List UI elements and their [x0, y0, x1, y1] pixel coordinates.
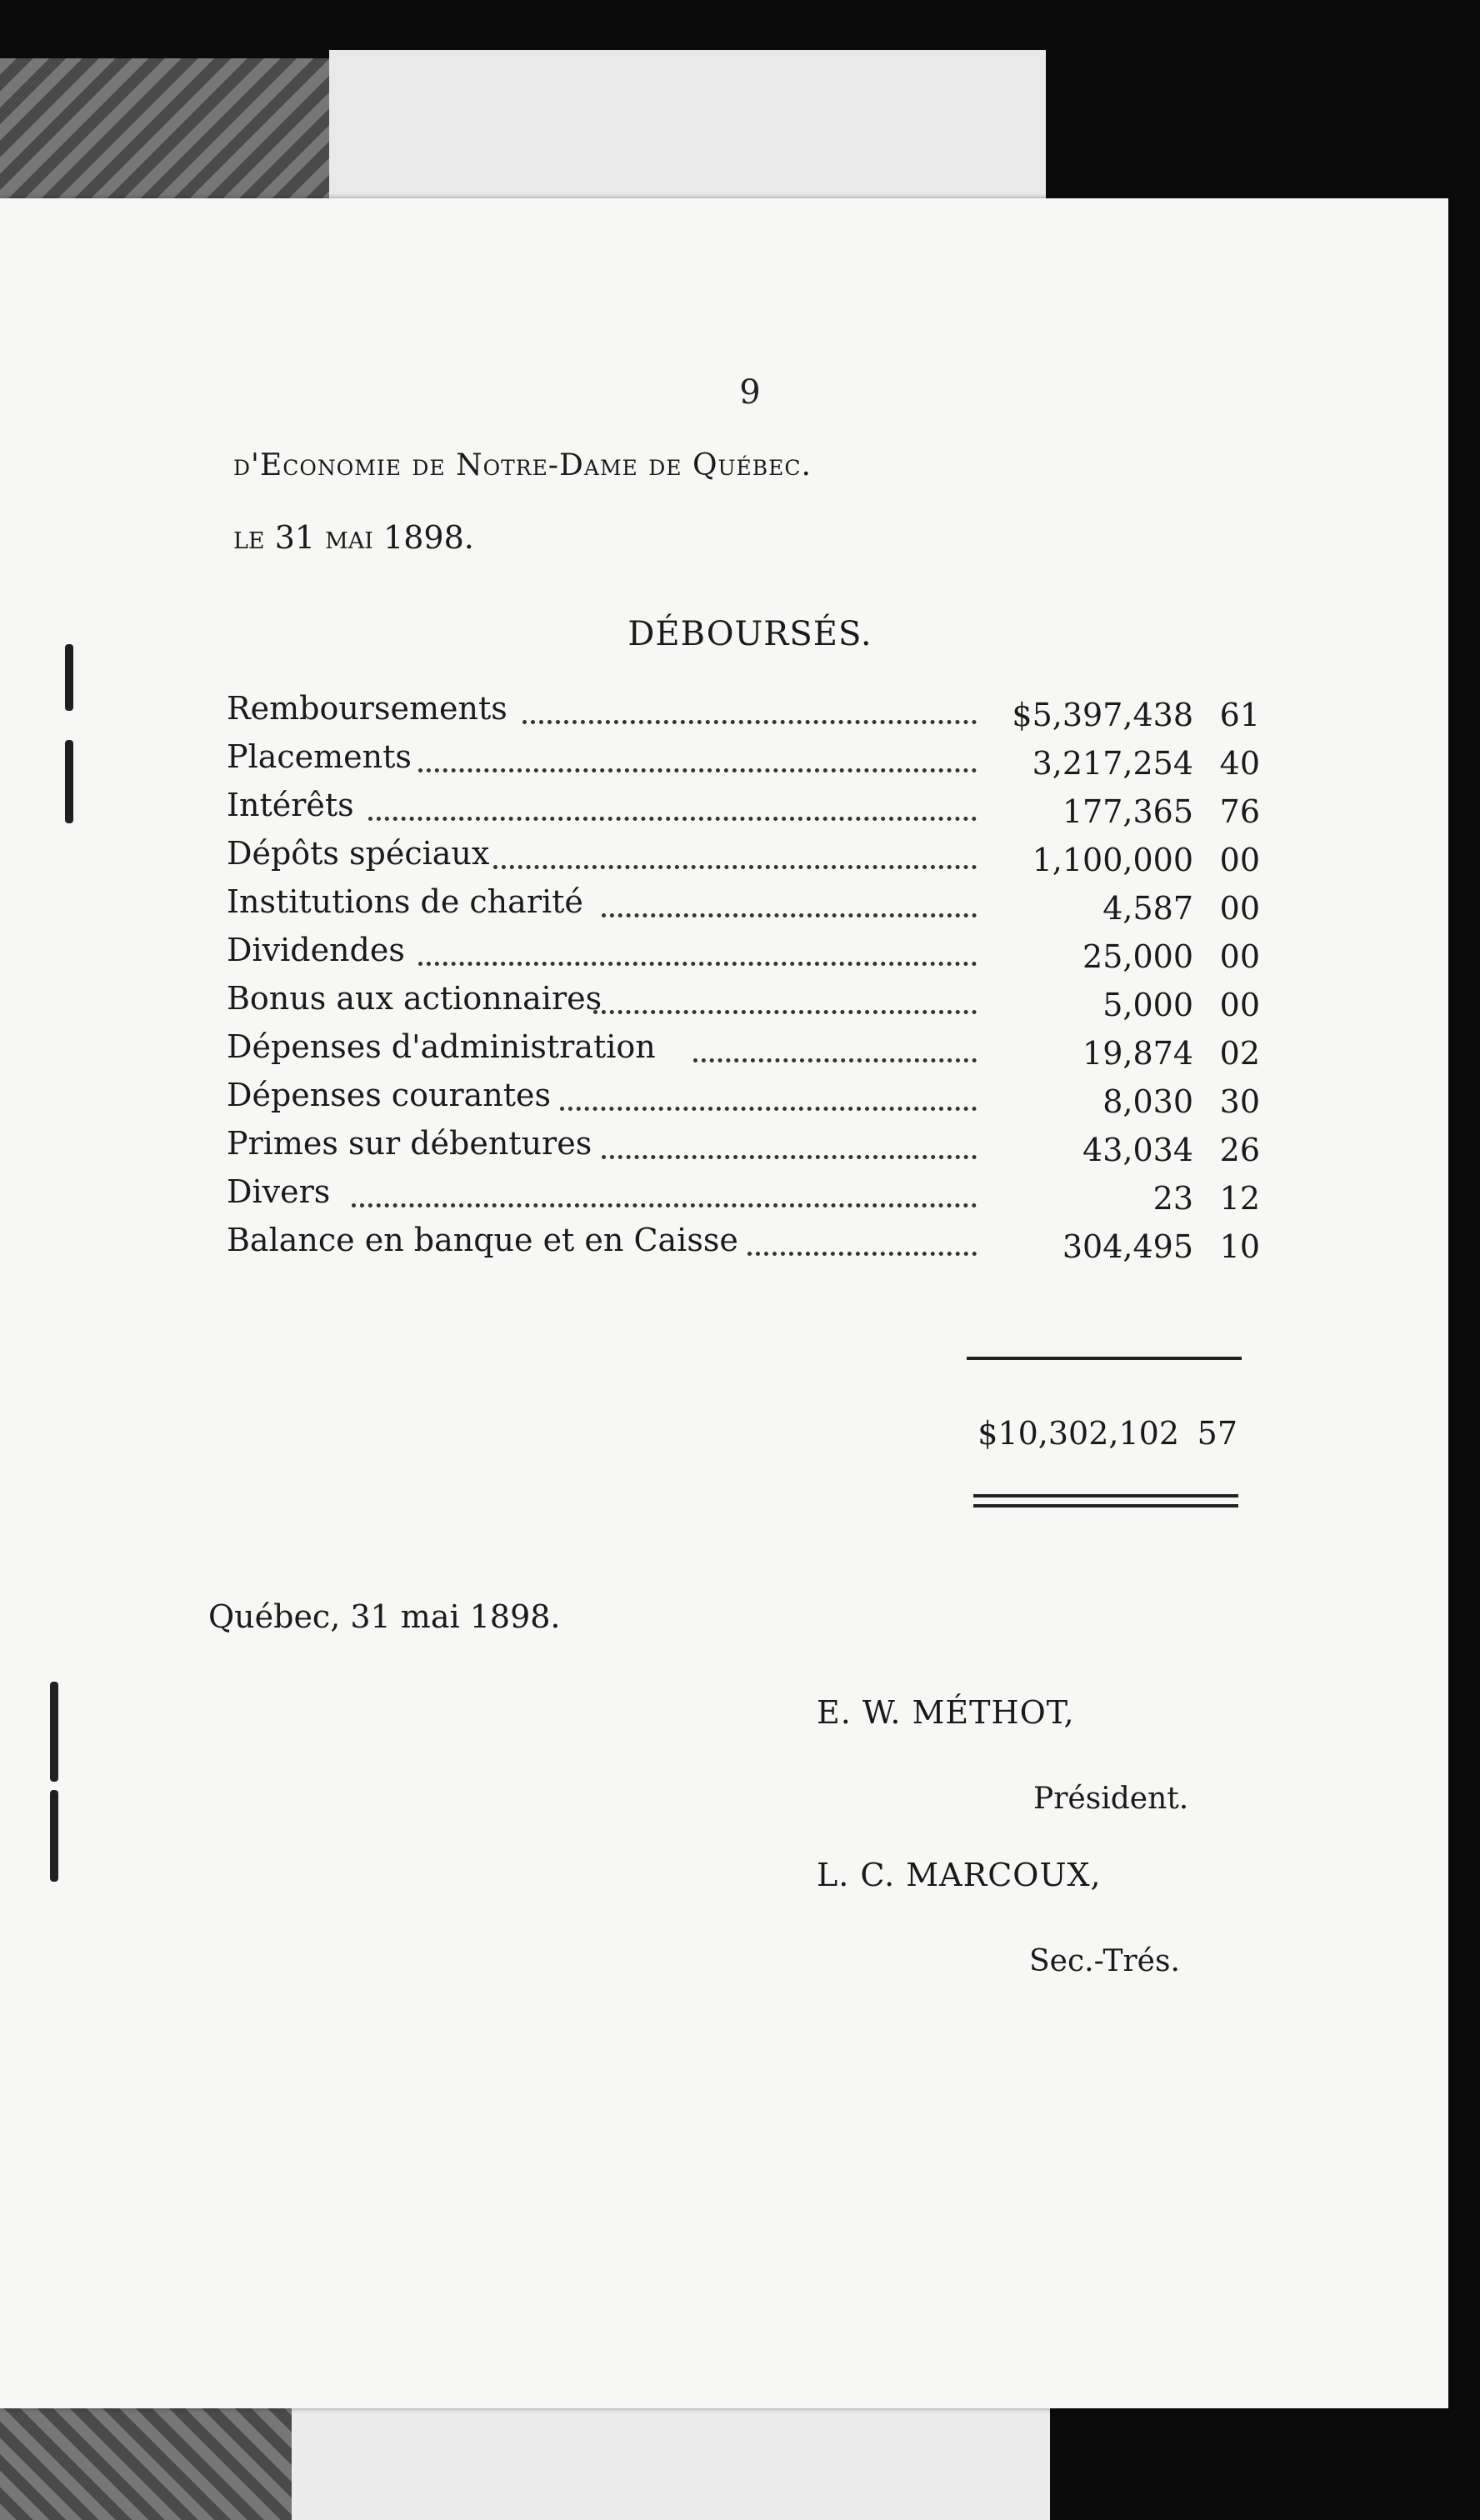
dot-leader: [693, 1053, 977, 1062]
dot-leader: [560, 1102, 977, 1111]
ledger-item-label: Remboursements: [227, 690, 508, 727]
document-page: [0, 198, 1448, 2408]
ledger-item-label: Intérêts: [227, 787, 354, 823]
binding-stitch: [65, 644, 73, 711]
ledger-row: [227, 787, 1260, 835]
underlying-sheet-top: [329, 50, 1046, 208]
page-number: 9: [739, 373, 761, 412]
ledger-item-cents: 30: [1219, 1083, 1260, 1120]
ledger-item-cents: 00: [1219, 842, 1260, 878]
ledger-item-dollars: 3,217,254: [1032, 745, 1193, 782]
signatory-name: E. W. MÉTHOT,: [817, 1694, 1075, 1731]
ledger-row: [227, 1077, 1260, 1125]
ledger-item-label: Dividendes: [227, 932, 405, 968]
ledger-row: [227, 738, 1260, 787]
ledger-item-dollars: 25,000: [1082, 938, 1193, 975]
ledger-item-dollars: 4,587: [1102, 890, 1193, 927]
ledger-item-cents: 10: [1219, 1228, 1260, 1265]
place-and-date: Québec, 31 mai 1898.: [208, 1598, 561, 1635]
ledger-item-dollars: 23: [1152, 1180, 1193, 1217]
ledger-item-label: Bonus aux actionnaires: [227, 980, 602, 1017]
ledger-item-cents: 00: [1219, 938, 1260, 975]
ledger-item-dollars: 177,365: [1062, 793, 1193, 830]
ledger-row: [227, 1173, 1260, 1222]
ledger-item-cents: 00: [1219, 890, 1260, 927]
ledger-row: [227, 980, 1260, 1028]
ledger-row: [227, 1222, 1260, 1270]
ledger-item-dollars: 8,030: [1102, 1083, 1193, 1120]
signatory-title: Président.: [1033, 1782, 1189, 1816]
report-heading: d'Economie de Notre-Dame de Québec.: [233, 448, 812, 482]
ledger-row: [227, 835, 1260, 883]
underlying-sheet-bottom: [292, 2392, 1050, 2520]
report-date: le 31 mai 1898.: [233, 519, 474, 556]
ledger-item-label: Dépenses d'administration: [227, 1028, 656, 1065]
ledger-item-label: Primes sur débentures: [227, 1125, 592, 1162]
dot-leader: [418, 763, 977, 772]
binding-stitch: [50, 1790, 58, 1882]
ledger-item-label: Institutions de charité: [227, 883, 583, 920]
total-dollars: $10,302,102: [978, 1415, 1179, 1452]
signatory-name: L. C. MARCOUX,: [817, 1857, 1102, 1893]
ledger-row: [227, 690, 1260, 738]
ledger-item-label: Placements: [227, 738, 412, 775]
disbursements-ledger: [227, 690, 1260, 1270]
dot-leader: [493, 860, 977, 869]
dot-leader: [418, 957, 977, 966]
binding-stitch: [65, 740, 73, 823]
dot-leader: [368, 812, 977, 821]
total-cents: 57: [1197, 1415, 1238, 1452]
dot-leader: [748, 1247, 977, 1256]
ledger-item-cents: 40: [1219, 745, 1260, 782]
dot-leader: [352, 1198, 977, 1208]
ledger-item-label: Dépôts spéciaux: [227, 835, 490, 872]
ledger-item-label: Balance en banque et en Caisse: [227, 1222, 738, 1258]
subtotal-rule: [967, 1357, 1242, 1360]
ledger-item-cents: 12: [1219, 1180, 1260, 1217]
total-double-rule: [973, 1494, 1238, 1508]
ledger-item-cents: 02: [1219, 1035, 1260, 1072]
ledger-row: [227, 932, 1260, 980]
ledger-item-cents: 00: [1219, 987, 1260, 1023]
ledger-item-dollars: 43,034: [1082, 1132, 1193, 1168]
dot-leader: [602, 908, 977, 918]
ledger-item-cents: 61: [1219, 697, 1260, 733]
ledger-item-label: Dépenses courantes: [227, 1077, 551, 1113]
ledger-item-dollars: $5,397,438: [1012, 697, 1193, 733]
ledger-item-dollars: 1,100,000: [1032, 842, 1193, 878]
section-title: DÉBOURSÉS.: [628, 615, 872, 653]
binding-stitch: [50, 1682, 58, 1782]
ledger-row: [227, 1125, 1260, 1173]
signatory-title: Sec.-Trés.: [1029, 1944, 1180, 1978]
binding-cloth-top: [0, 58, 333, 204]
ledger-item-dollars: 5,000: [1102, 987, 1193, 1023]
ledger-row: [227, 1028, 1260, 1077]
ledger-item-cents: 26: [1219, 1132, 1260, 1168]
dot-leader: [522, 715, 977, 724]
ledger-item-dollars: 19,874: [1082, 1035, 1193, 1072]
ledger-item-label: Divers: [227, 1173, 331, 1210]
ledger-item-cents: 76: [1219, 793, 1260, 830]
dot-leader: [602, 1150, 977, 1159]
ledger-row: [227, 883, 1260, 932]
ledger-item-dollars: 304,495: [1062, 1228, 1193, 1265]
dot-leader: [593, 1005, 977, 1014]
